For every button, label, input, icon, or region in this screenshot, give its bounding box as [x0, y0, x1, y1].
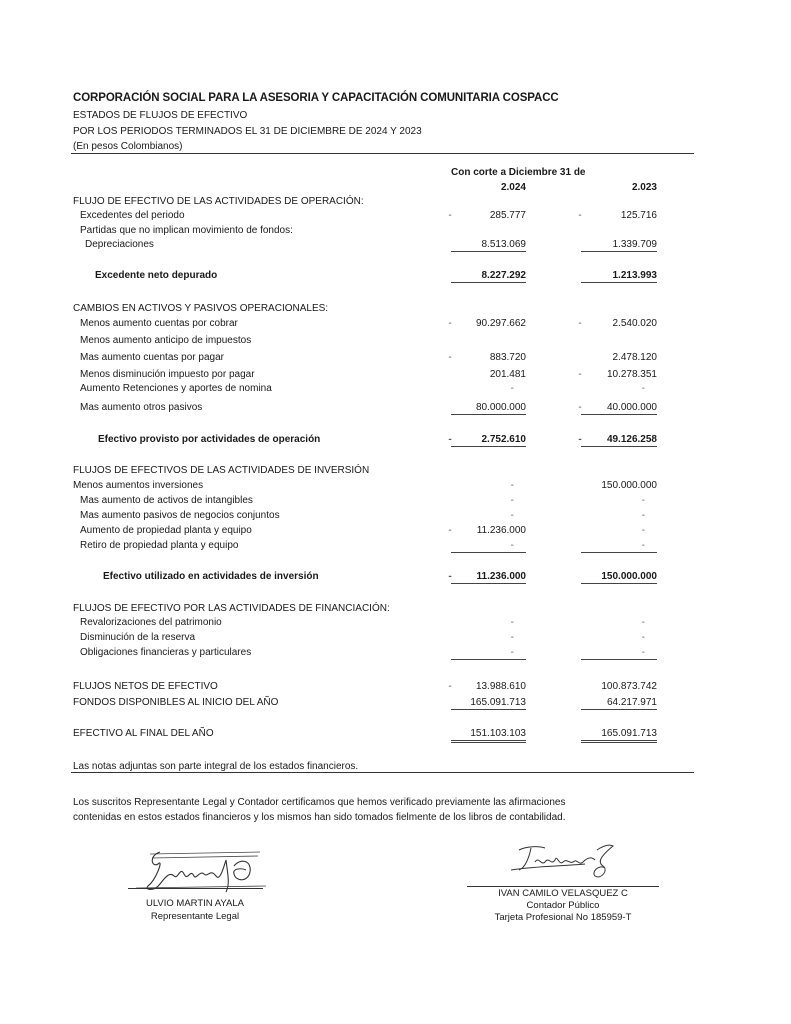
negative-sign: -	[578, 402, 582, 413]
table-row	[0, 495, 791, 509]
row-label: Menos aumento cuentas por cobrar	[80, 318, 238, 329]
negative-sign: -	[578, 210, 582, 221]
value-2023: -	[641, 510, 645, 521]
header-divider	[71, 153, 694, 154]
section-heading-label: CAMBIOS EN ACTIVOS Y PASIVOS OPERACIONALES:	[73, 303, 329, 314]
value-2023: 64.217.971	[581, 697, 657, 710]
value-2023: 1.213.993	[581, 270, 657, 283]
accountant-license: Tarjeta Profesional No 185959-T	[494, 912, 632, 923]
value-2023: 2.478.120	[612, 352, 657, 363]
table-row	[0, 210, 791, 224]
section-heading-investing	[0, 465, 791, 479]
value-2023: -	[641, 495, 645, 506]
negative-sign: -	[578, 318, 582, 329]
negative-sign: -	[448, 681, 452, 692]
table-row	[0, 632, 791, 646]
value-2024: -	[510, 632, 514, 643]
table-row	[0, 510, 791, 524]
value-2023: -	[641, 383, 645, 394]
legal-rep-role: Representante Legal	[150, 911, 240, 922]
value-2023: 150.000.000	[601, 480, 657, 491]
value-2023: 125.716	[620, 210, 657, 221]
value-2024: 201.481	[489, 369, 526, 380]
table-row	[0, 540, 791, 554]
table-row	[0, 225, 791, 239]
value-2024: 2.752.610	[451, 434, 526, 447]
value-2023: 49.126.258	[581, 434, 657, 447]
table-row	[0, 647, 791, 661]
negative-sign: -	[448, 525, 452, 536]
table-row	[0, 480, 791, 494]
opening-funds-row	[0, 697, 791, 711]
period-subtitle: POR LOS PERIODOS TERMINADOS EL 31 DE DICIEMBRE DE 2024 Y 2023	[73, 126, 422, 137]
column-caption: Con corte a Diciembre 31 de	[451, 167, 586, 178]
column-year-2023: 2.023	[631, 182, 657, 193]
value-2023: 1.339.709	[581, 239, 657, 252]
value-2024: 285.777	[489, 210, 526, 221]
currency-note: (En pesos Colombianos)	[73, 141, 183, 152]
row-label: Menos aumentos inversiones	[73, 480, 204, 491]
row-label: FONDOS DISPONIBLES AL INICIO DEL AÑO	[73, 697, 279, 708]
legal-rep-signature-line	[128, 888, 263, 889]
column-year-2024: 2.024	[500, 182, 526, 193]
subtotal-row	[0, 270, 791, 284]
value-2024: 90.297.662	[475, 318, 526, 329]
row-label: Mas aumento otros pasivos	[80, 402, 203, 413]
row-label: FLUJOS NETOS DE EFECTIVO	[73, 681, 218, 692]
value-2024: 80.000.000	[451, 402, 526, 415]
value-2023: 2.540.020	[612, 318, 657, 329]
subtotal-row	[0, 571, 791, 585]
row-label: Aumento Retenciones y aportes de nomina	[80, 383, 272, 394]
value-2024: 151.103.103	[451, 728, 526, 743]
subtotal-label: Efectivo utilizado en actividades de inversión	[103, 571, 319, 582]
section-heading-changes	[0, 303, 791, 317]
section-heading-label: FLUJO DE EFECTIVO DE LAS ACTIVIDADES DE OPERACIÓN:	[73, 196, 364, 207]
certification-line-1: Los suscritos Representante Legal y Contador certificamos que hemos verificado previamente las afirmaciones	[73, 797, 566, 808]
negative-sign: -	[448, 318, 452, 329]
value-2024: -	[451, 540, 526, 553]
row-label: Revalorizaciones del patrimonio	[80, 617, 222, 628]
net-flows-row	[0, 681, 791, 695]
negative-sign: -	[448, 210, 452, 221]
value-2024: -	[510, 495, 514, 506]
row-label: Depreciaciones	[85, 239, 154, 250]
table-row	[0, 369, 791, 383]
row-label: EFECTIVO AL FINAL DEL AÑO	[73, 728, 214, 739]
value-2023: -	[581, 647, 657, 660]
table-row	[0, 352, 791, 366]
section-heading-financing	[0, 603, 791, 617]
value-2023: 165.091.713	[581, 728, 657, 743]
value-2023: 150.000.000	[581, 571, 657, 584]
value-2023: -	[581, 540, 657, 553]
row-label: Retiro de propiedad planta y equipo	[80, 540, 239, 551]
certification-line-2: contenidas en estos estados financieros y los mismos han sido tomados fielmente de los libros de contabilidad.	[73, 812, 566, 823]
row-label: Menos disminución impuesto por pagar	[80, 369, 255, 380]
negative-sign: -	[448, 434, 452, 445]
row-label: Partidas que no implican movimiento de fondos:	[80, 225, 293, 236]
value-2024: -	[451, 647, 526, 660]
table-row	[0, 239, 791, 253]
row-label: Mas aumento de activos de intangibles	[80, 495, 253, 506]
value-2024: -	[510, 480, 514, 491]
section-heading-label: FLUJOS DE EFECTIVO POR LAS ACTIVIDADES DE FINANCIACIÓN:	[73, 603, 390, 614]
accountant-signature	[505, 840, 625, 884]
row-label: Aumento de propiedad planta y equipo	[80, 525, 252, 536]
row-label: Mas aumento pasivos de negocios conjuntos	[80, 510, 280, 521]
subtotal-label: Excedente neto depurado	[95, 270, 218, 281]
table-row	[0, 402, 791, 416]
value-2024: 13.988.610	[475, 681, 526, 692]
value-2024: 165.091.713	[451, 697, 526, 710]
value-2024: 8.513.069	[451, 239, 526, 252]
row-label: Mas aumento cuentas por pagar	[80, 352, 224, 363]
closing-cash-row	[0, 728, 791, 742]
value-2024: -	[510, 510, 514, 521]
value-2024: 883.720	[489, 352, 526, 363]
value-2023: -	[641, 617, 645, 628]
table-row	[0, 335, 791, 349]
value-2024: -	[510, 383, 514, 394]
negative-sign: -	[578, 434, 582, 445]
table-row	[0, 318, 791, 332]
table-row	[0, 617, 791, 631]
value-2023: 10.278.351	[606, 369, 657, 380]
value-2023: -	[641, 525, 645, 536]
value-2024: 8.227.292	[451, 270, 526, 283]
table-row	[0, 383, 791, 397]
negative-sign: -	[578, 369, 582, 380]
table-row	[0, 525, 791, 539]
accountant-signature-line	[467, 886, 659, 887]
accountant-name: IVAN CAMILO VELASQUEZ C	[498, 888, 628, 899]
value-2023: -	[641, 632, 645, 643]
section-heading-operating	[0, 196, 791, 210]
row-label: Obligaciones financieras y particulares	[80, 647, 252, 658]
value-2023: 100.873.742	[601, 681, 657, 692]
subtotal-row	[0, 434, 791, 448]
negative-sign: -	[448, 571, 452, 582]
row-label: Disminución de la reserva	[80, 632, 196, 643]
value-2024: 11.236.000	[476, 525, 526, 536]
accountant-role: Contador Público	[526, 900, 600, 911]
row-label: Excedentes del periodo	[80, 210, 185, 221]
section-heading-label: FLUJOS DE EFECTIVOS DE LAS ACTIVIDADES DE INVERSIÓN	[73, 465, 370, 476]
notes-statement: Las notas adjuntas son parte integral de los estados financieros.	[73, 761, 359, 772]
value-2024: -	[510, 617, 514, 628]
value-2023: 40.000.000	[581, 402, 657, 415]
legal-rep-name: ULVIO MARTIN AYALA	[145, 898, 245, 909]
subtotal-label: Efectivo provisto por actividades de operación	[98, 434, 321, 445]
statement-title: ESTADOS DE FLUJOS DE EFECTIVO	[73, 110, 248, 121]
notes-divider	[71, 772, 694, 773]
value-2024: 11.236.000	[451, 571, 526, 584]
negative-sign: -	[448, 352, 452, 363]
row-label: Menos aumento anticipo de impuestos	[80, 335, 252, 346]
organization-title: CORPORACIÓN SOCIAL PARA LA ASESORIA Y CAPACITACIÓN COMUNITARIA COSPACC	[73, 92, 559, 104]
